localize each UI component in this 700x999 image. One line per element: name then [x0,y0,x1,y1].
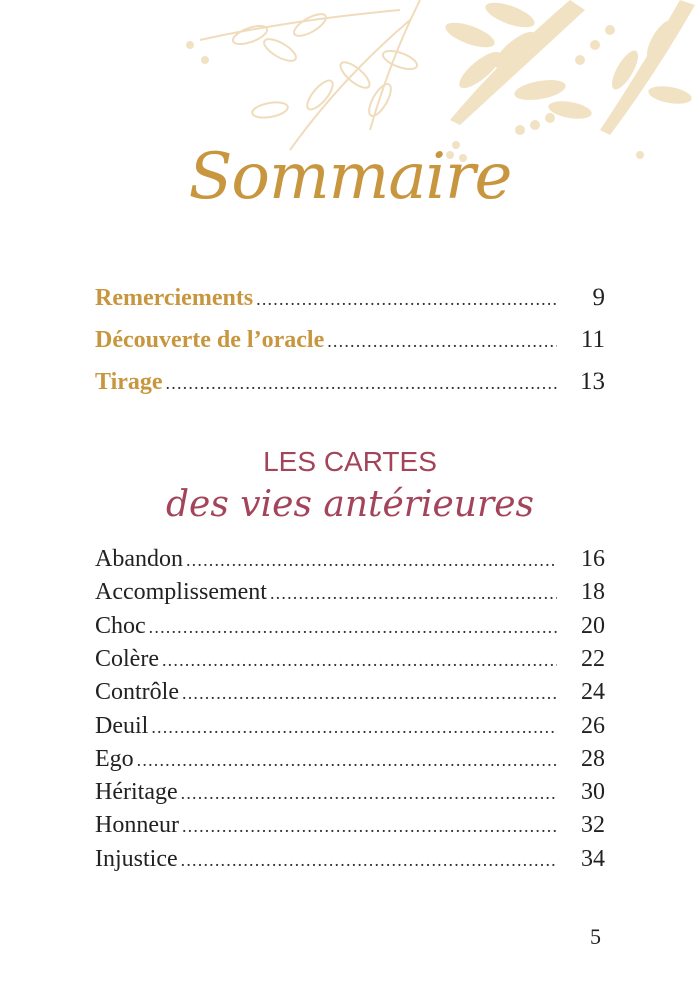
toc-entry[interactable] [95,646,605,673]
toc-page: 16 [581,546,605,572]
leader-dots [181,850,557,871]
toc-label: Contrôle [95,679,179,706]
toc-entry[interactable] [95,812,605,839]
toc-label: Deuil [95,712,149,739]
toc-label: Remerciements [95,285,254,311]
toc-entry[interactable] [95,284,605,312]
leader-dots [162,650,557,671]
toc-entry[interactable] [95,579,605,606]
leader-dots [151,717,557,738]
toc-entry[interactable] [95,679,605,706]
toc-page: 13 [580,368,605,395]
section-heading: LES CARTES [263,446,437,477]
toc-label: Accomplissement [95,579,267,606]
leader-dots [181,783,557,804]
toc-page: 26 [581,712,605,739]
page-title: Sommaire [188,140,512,214]
toc-page: 22 [581,645,605,672]
leader-dots [186,550,557,571]
toc-entry[interactable] [95,746,605,773]
toc-entry[interactable] [95,779,605,806]
page-number: 5 [590,924,601,949]
leader-dots [166,373,557,394]
leader-dots [149,617,557,638]
toc-entry[interactable] [95,713,605,740]
section-subheading: des vies antérieures [166,484,534,525]
toc-label: Choc [95,612,146,639]
toc-entry[interactable] [95,368,605,396]
toc-label: Héritage [95,779,178,806]
toc-page: 32 [581,812,605,839]
toc-entry[interactable] [95,546,605,573]
toc-page: 24 [581,679,605,706]
toc-entry[interactable] [95,846,605,873]
toc-page: 9 [592,284,605,311]
leader-dots [256,289,557,310]
toc-label: Abandon [95,546,183,572]
leader-dots [327,331,557,352]
leader-dots [182,683,557,704]
toc-label: Injustice [95,845,178,872]
toc-label: Honneur [95,812,179,839]
toc-label: Tirage [95,369,163,395]
leader-dots [137,750,557,771]
toc-label: Ego [95,745,134,772]
toc-page: 30 [581,779,605,806]
toc-page: 34 [581,845,605,872]
toc-label: Découverte de l’oracle [95,327,325,353]
toc-page: 28 [581,745,605,772]
toc-entry[interactable] [95,326,605,354]
toc-page: 11 [580,326,605,353]
leader-dots [270,583,557,604]
toc-page: 18 [581,579,605,606]
toc-entry[interactable] [95,613,605,640]
toc-page: 20 [581,612,605,639]
toc-label: Colère [95,645,159,672]
leader-dots [182,816,557,837]
